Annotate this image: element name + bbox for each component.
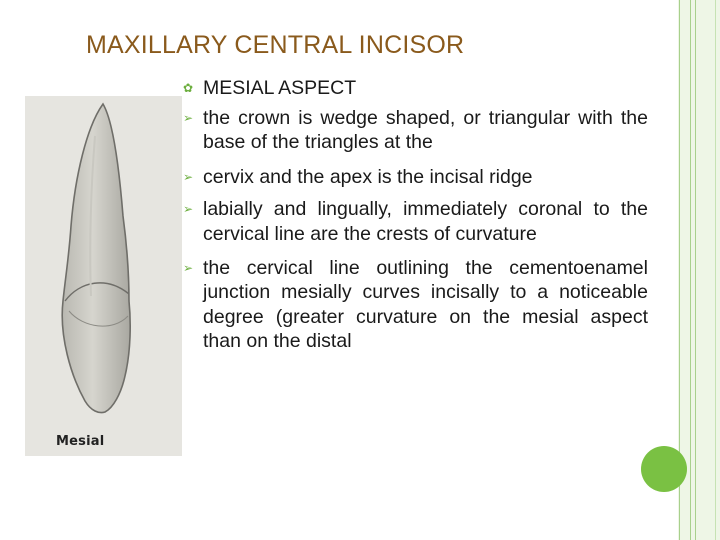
arrow-bullet-icon: ➢ [183,110,194,125]
border-line [715,0,716,540]
list-item [183,106,648,155]
list-item-text: cervix and the apex is the incisal ridge [203,165,533,188]
list-item-text: MESIAL ASPECT [203,77,357,99]
border-line [695,0,696,540]
list-item [183,256,648,354]
list-item-text: labially and lingually, immediately coronal to the cervical line are the crests of curvature [203,198,648,245]
arrow-bullet-icon: ➢ [183,202,194,217]
list-item-text: the cervical line outlining the cementoenamel junction mesially curves incisally to a noticeable degree (greater curvature on the mesial aspect than on the distal [203,256,648,353]
list-item [183,76,648,101]
decorative-circle [641,446,687,492]
list-item [183,197,648,246]
list-item [183,165,648,190]
bullet-list [183,76,648,354]
tooth-illustration [25,96,182,456]
slide-title: MAXILLARY CENTRAL INCISOR [86,31,465,59]
figure-caption: Mesial [56,434,105,449]
arrow-bullet-icon: ➢ [183,169,194,184]
gear-icon: ✿ [183,81,194,95]
list-item-text: the crown is wedge shaped, or triangular with the base of the triangles at the [203,106,648,154]
arrow-bullet-icon: ➢ [183,260,194,275]
border-line [690,0,691,540]
tooth-drawing [25,96,182,456]
